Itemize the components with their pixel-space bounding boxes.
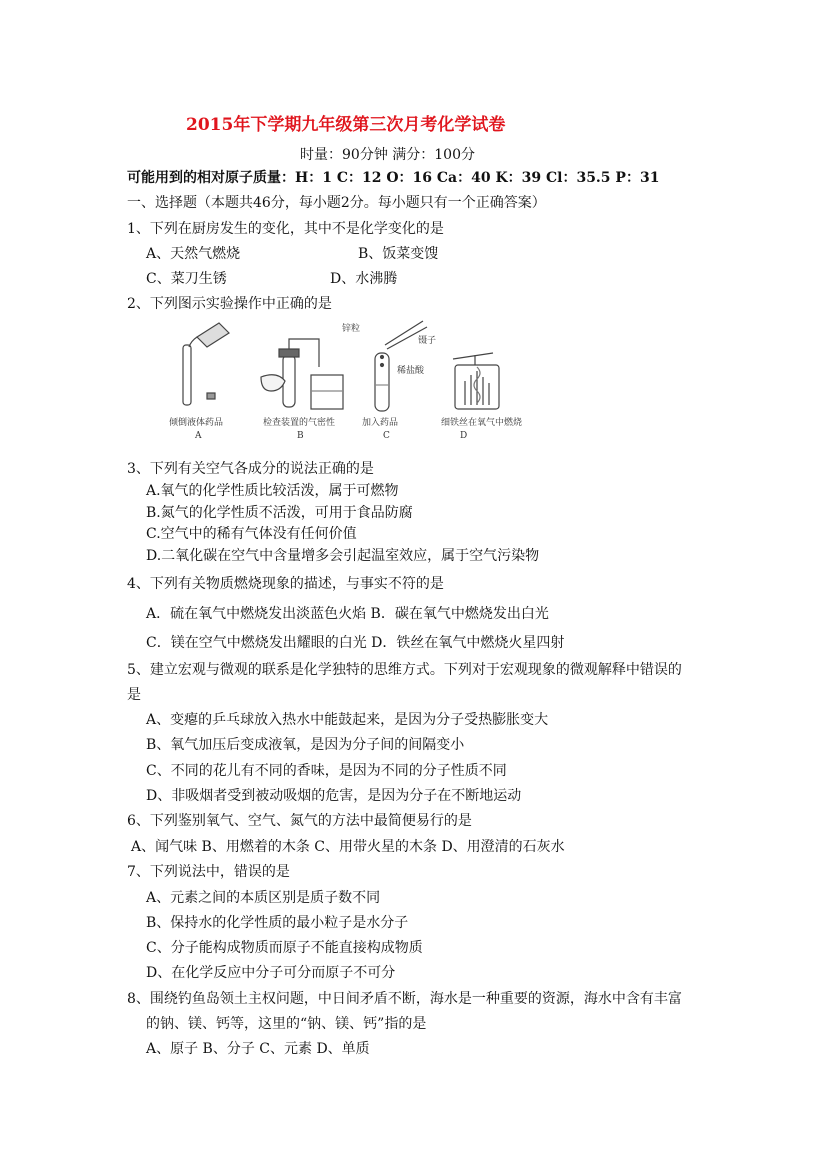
section-heading: 一、选择题（本题共46分，每小题2分。每小题只有一个正确答案）	[127, 195, 546, 211]
q5-option-b: B、氧气加压后变成液氧，是因为分子间的间隔变小	[146, 737, 465, 753]
q4-options-cd: C．镁在空气中燃烧发出耀眼的白光 D．铁丝在氧气中燃烧火星四射	[146, 635, 565, 651]
figure-a-pouring	[183, 323, 229, 405]
q8-options: A、原子 B、分子 C、元素 D、单质	[146, 1041, 370, 1057]
q1-option-a: A、天然气燃烧	[146, 246, 241, 262]
q8-stem-line1: 8、围绕钓鱼岛领土主权问题，中日间矛盾不断，海水是一种重要的资源，海水中含有丰富	[127, 991, 682, 1007]
letter-b: B	[297, 431, 304, 441]
q3-option-b: B.氮气的化学性质不活泼，可用于食品防腐	[146, 505, 413, 521]
figure-b-airtightness	[261, 339, 343, 409]
q4-stem: 4、下列有关物质燃烧现象的描述，与事实不符的是	[127, 576, 444, 592]
q3-option-a: A.氧气的化学性质比较活泼，属于可燃物	[146, 483, 399, 499]
q7-option-a: A、元素之间的本质区别是质子数不同	[146, 890, 381, 906]
caption-b: 检查装置的气密性	[263, 418, 336, 428]
q5-option-d: D、非吸烟者受到被动吸烟的危害，是因为分子在不断地运动	[146, 788, 522, 804]
q3-stem: 3、下列有关空气各成分的说法正确的是	[127, 461, 374, 477]
caption-a: 倾倒液体药品	[169, 418, 224, 428]
atomic-mass-line: 可能用到的相对原子质量：H：1 C：12 O：16 Ca：40 K：39 Cl：35.5 P：31	[127, 170, 660, 186]
q8-stem-line2: 的钠、镁、钙等，这里的“钠、镁、钙”指的是	[146, 1016, 427, 1032]
q2-stem: 2、下列图示实验操作中正确的是	[127, 296, 332, 312]
q2-figure	[169, 315, 545, 445]
q7-option-c: C、分子能构成物质而原子不能直接构成物质	[146, 940, 423, 956]
q3-option-d: D.二氧化碳在空气中含量增多会引起温室效应，属于空气污染物	[146, 548, 540, 564]
q3-option-c: C.空气中的稀有气体没有任何价值	[146, 526, 357, 542]
q7-stem: 7、下列说法中，错误的是	[127, 864, 290, 880]
exam-title: 2015年下学期九年级第三次月考化学试卷	[186, 115, 506, 135]
q5-stem-line2: 是	[127, 687, 141, 703]
q4-options-ab: A．硫在氧气中燃烧发出淡蓝色火焰 B．碳在氧气中燃烧发出白光	[146, 606, 549, 622]
q1-option-b: B、饭菜变馊	[358, 246, 439, 262]
figure-d-iron-wire	[453, 353, 499, 409]
caption-d: 细铁丝在氧气中燃烧	[441, 418, 523, 428]
label-zinc: 锌粒	[342, 324, 361, 334]
q5-option-a: A、变瘪的乒乓球放入热水中能鼓起来，是因为分子受热膨胀变大	[146, 712, 549, 728]
label-tweezers: 镊子	[418, 336, 437, 346]
q1-stem: 1、下列在厨房发生的变化，其中不是化学变化的是	[127, 221, 444, 237]
q7-option-d: D、在化学反应中分子可分而原子不可分	[146, 965, 396, 981]
q5-stem-line1: 5、建立宏观与微观的联系是化学独特的思维方式。下列对于宏观现象的微观解释中错误的	[127, 662, 682, 678]
letter-d: D	[460, 431, 468, 441]
q7-option-b: B、保持水的化学性质的最小粒子是水分子	[146, 915, 409, 931]
q1-option-d: D、水沸腾	[330, 271, 398, 287]
label-acid: 稀盐酸	[397, 366, 425, 376]
q6-stem: 6、下列鉴别氧气、空气、氮气的方法中最简便易行的是	[127, 813, 472, 829]
letter-c: C	[383, 431, 390, 441]
q5-option-c: C、不同的花儿有不同的香味，是因为不同的分子性质不同	[146, 763, 507, 779]
q1-option-c: C、菜刀生锈	[146, 271, 227, 287]
letter-a: A	[195, 431, 202, 441]
exam-meta: 时量：90分钟 满分：100分	[300, 147, 475, 163]
caption-c: 加入药品	[362, 418, 399, 428]
q6-options: A、闻气味 B、用燃着的木条 C、用带火星的木条 D、用澄清的石灰水	[131, 839, 565, 855]
